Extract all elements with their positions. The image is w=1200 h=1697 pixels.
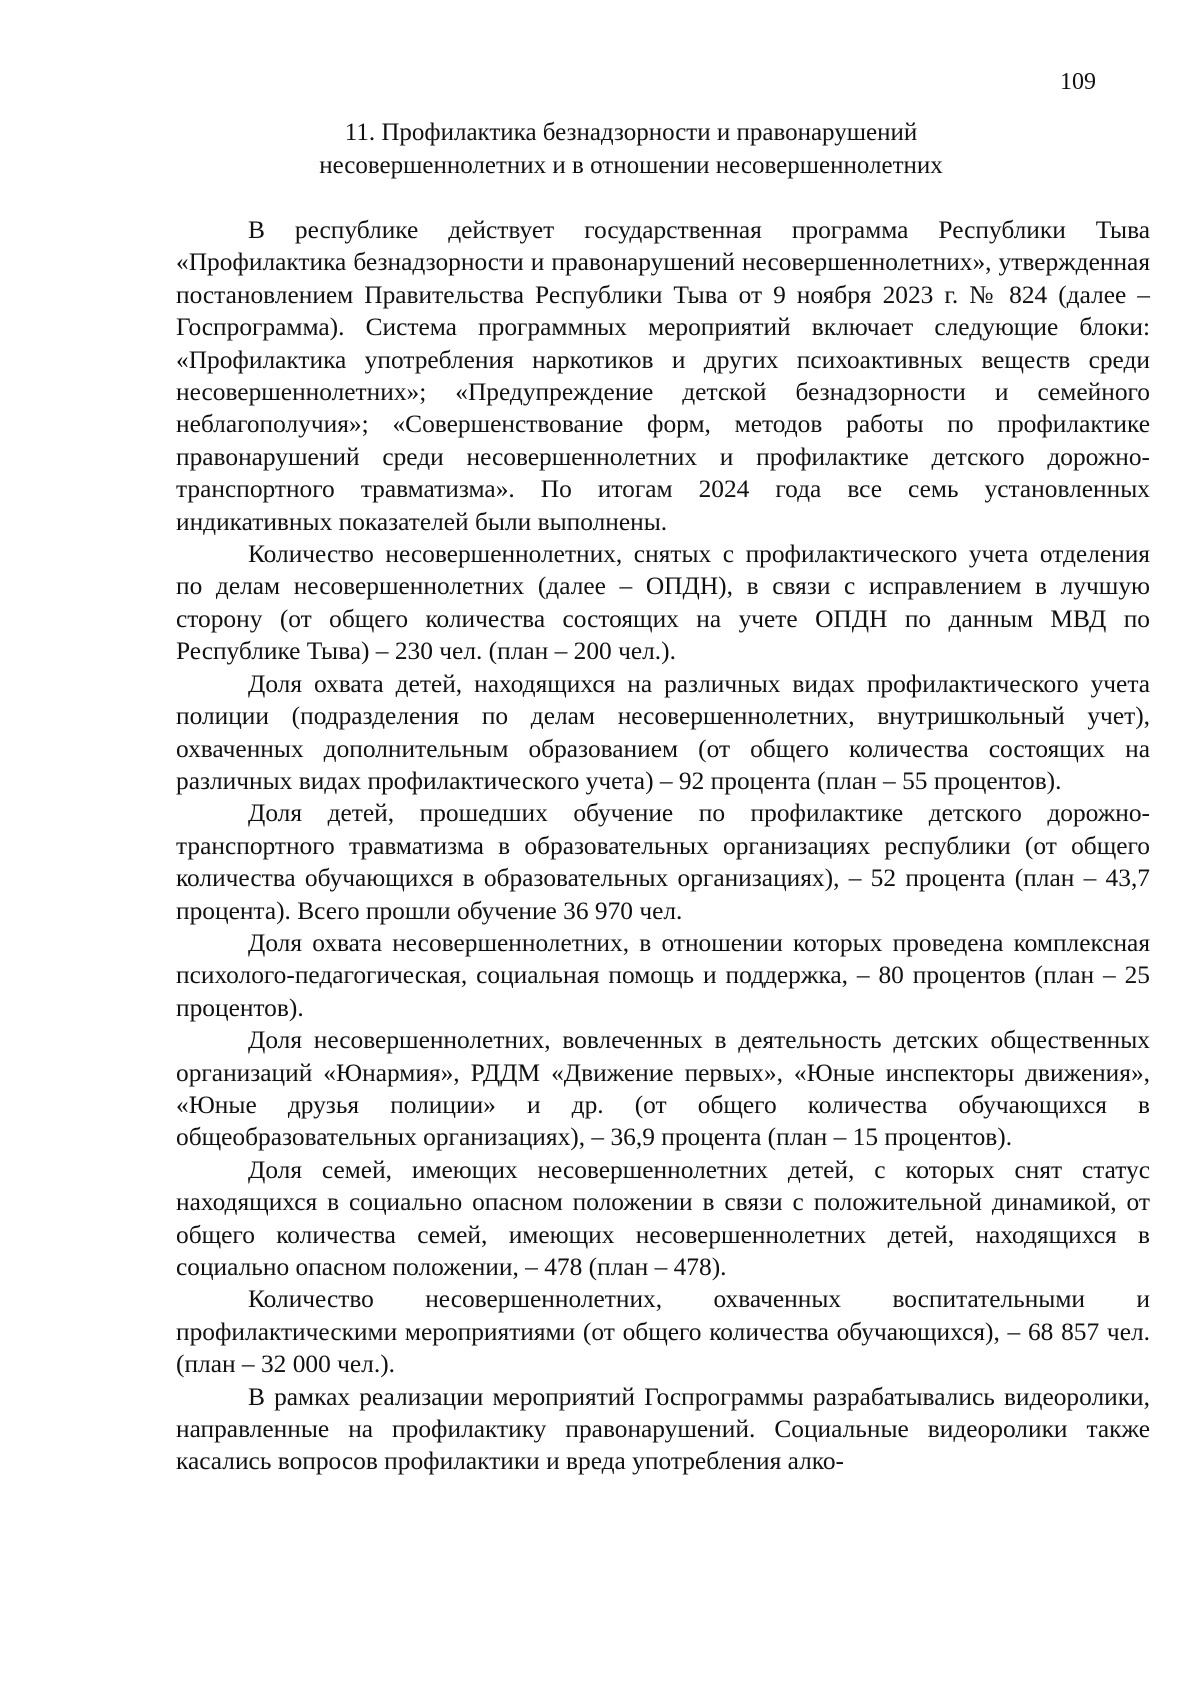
- section-title: [176, 116, 1086, 182]
- section-title-line-1: 11. Профилактика безнадзорности и правонарушений: [344, 119, 918, 146]
- paragraph: В рамках реализации мероприятий Госпрограммы разрабатывались видеоролики, направленные на профилактику правонарушений. Социальные видеоролики также касались вопросов профилактики и вреда употребления алко-: [176, 1382, 1150, 1476]
- paragraph: Доля охвата несовершеннолетних, в отношении которых проведена комплексная психолого-педагогическая, социальная помощь и поддержка, – 80 процентов (план – 25 процентов).: [176, 928, 1150, 1022]
- paragraph: Доля несовершеннолетних, вовлеченных в деятельность детских общественных организаций «Юнармия», РДДМ «Движение первых», «Юные инспекторы движения», «Юные друзья полиции» и др. (от общего количества обучающихся в общеобразовательных организациях), – 36,9 процента (план – 15 процентов).: [176, 1026, 1150, 1152]
- paragraph: Доля семей, имеющих несовершеннолетних детей, с которых снят статус находящихся в социально опасном положении в связи с положительной динамикой, от общего количества семей, имеющих несовершеннолетних детей, находящихся в социально опасном положении, – 478 (план – 478).: [176, 1155, 1150, 1281]
- paragraph: Доля детей, прошедших обучение по профилактике детского дорожно-транспортного травматизма в образовательных организациях республики (от общего количества обучающихся в образовательных организациях), – 52 процента (план – 43,7 процента). Всего прошли обучение 36 970 чел.: [176, 799, 1150, 925]
- paragraph: Количество несовершеннолетних, охваченных воспитательными и профилактическими мероприятиями (от общего количества обучающихся), – 68 857 чел. (план – 32 000 чел.).: [176, 1285, 1150, 1379]
- section-title-line-2: несовершеннолетних и в отношении несовершеннолетних: [319, 152, 943, 179]
- page-number: 109: [1060, 69, 1096, 95]
- paragraph: Доля охвата детей, находящихся на различных видах профилактического учета полиции (подразделения по делам несовершеннолетних, внутришкольный учет), охваченных дополнительным образованием (от общего количества состоящих на различных видах профилактического учета) – 92 процента (план – 55 процентов).: [176, 669, 1150, 795]
- body-text: [176, 214, 1150, 1478]
- paragraph: В республике действует государственная программа Республики Тыва «Профилактика безнадзорности и правонарушений несовершеннолетних», утвержденная постановлением Правительства Республики Тыва от 9 ноября 2023 г. № 824 (далее – Госпрограмма). Система программных мероприятий включает следующие блоки: «Профилактика употребления наркотиков и других психоактивных веществ среди несовершеннолетних»; «Предупреждение детской безнадзорности и семейного неблагополучия»; «Совершенствование форм, методов работы по профилактике правонарушений среди несовершеннолетних и профилактике детского дорожно-транспортного травматизма». По итогам 2024 года все семь установленных индикативных показателей были выполнены.: [176, 216, 1150, 536]
- paragraph: Количество несовершеннолетних, снятых с профилактического учета отделения по делам несовершеннолетних (далее – ОПДН), в связи с исправлением в лучшую сторону (от общего количества состоящих на учете ОПДН по данным МВД по Республике Тыва) – 230 чел. (план – 200 чел.).: [176, 540, 1150, 666]
